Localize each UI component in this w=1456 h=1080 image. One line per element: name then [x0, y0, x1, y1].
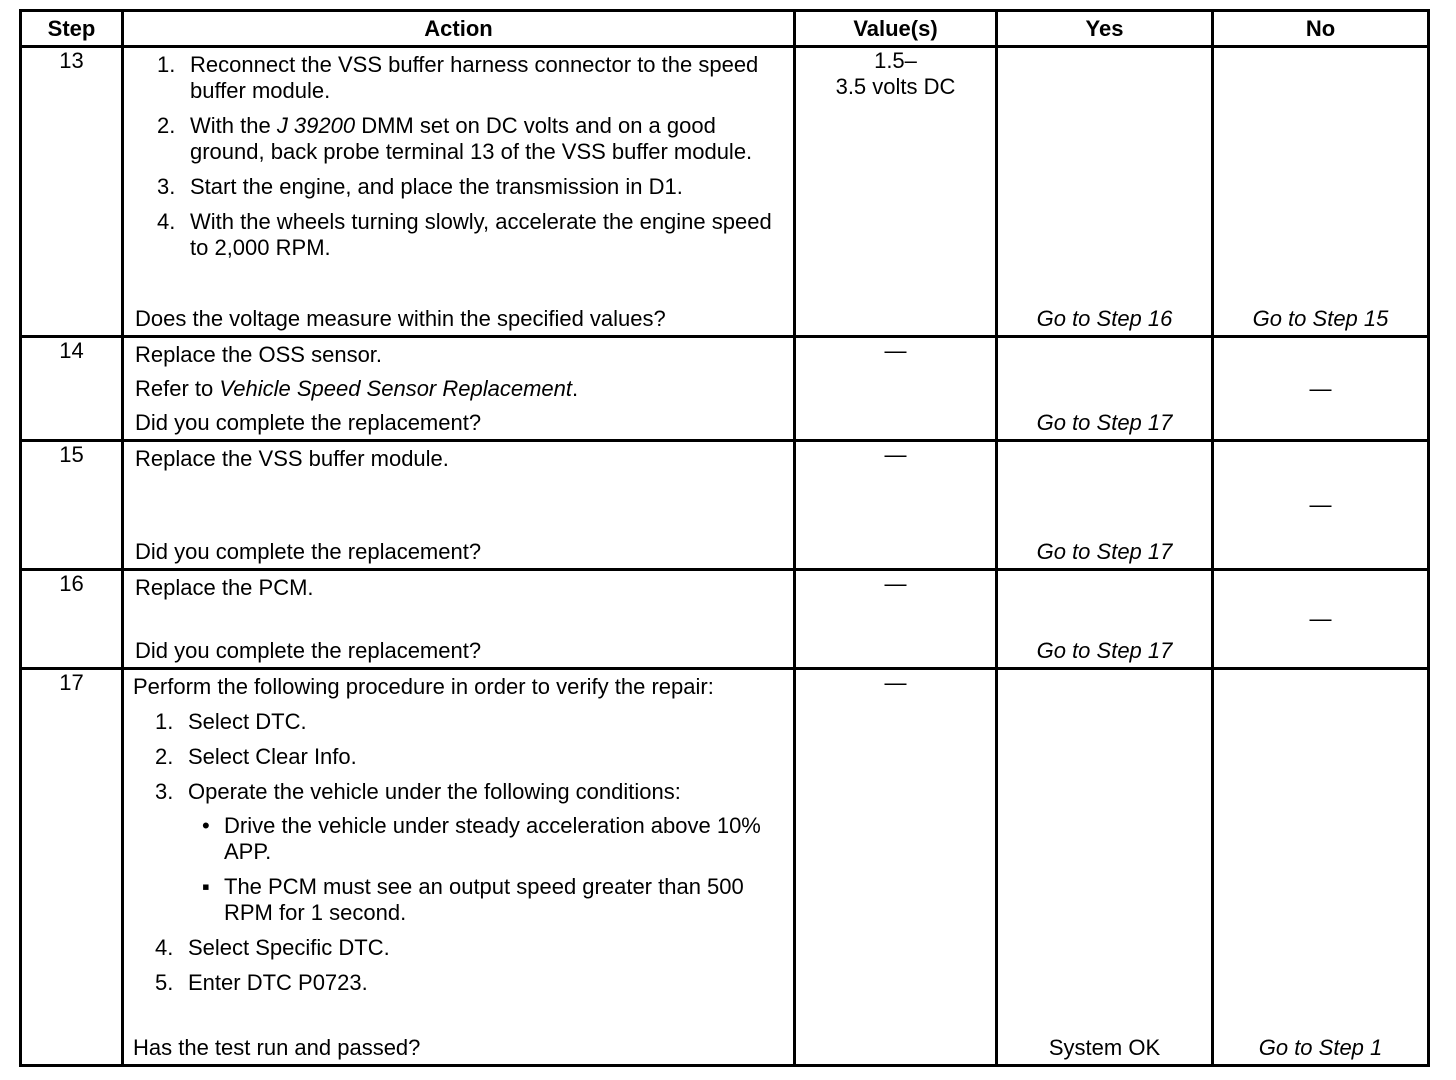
action-cell: Replace the VSS buffer module. Did you complete the replacement?: [123, 441, 795, 570]
question-text: Did you complete the replacement?: [135, 539, 482, 564]
list-item: 1. Select DTC.: [155, 709, 307, 734]
diagnostic-procedure-table: [19, 9, 1430, 1067]
yes-cell: [997, 570, 1213, 669]
header-values: Value(s): [795, 11, 997, 47]
yes-cell: [997, 669, 1213, 1066]
yes-text: System OK: [1048, 1035, 1161, 1060]
no-text: Go to Step 1: [1258, 1035, 1383, 1060]
list-item: 4. Select Specific DTC.: [155, 935, 390, 960]
step-number: 15: [21, 441, 123, 570]
question-text: Has the test run and passed?: [133, 1035, 421, 1060]
question-text: Did you complete the replacement?: [135, 638, 482, 663]
header-no: No: [1213, 11, 1429, 47]
list-item: 2. Select Clear Info.: [155, 744, 357, 769]
header-yes: Yes: [997, 11, 1213, 47]
condition-bullets: [188, 813, 777, 926]
step-number: 17: [21, 669, 123, 1066]
no-cell: [1213, 441, 1429, 570]
action-cell: Replace the OSS sensor. Refer to Vehicle Speed Sensor Replacement. Did you complete the replacement?: [123, 337, 795, 441]
list-item: 2. With the J 39200 DMM set on DC volts and on a good ground, back probe terminal 13 of the VSS buffer module.: [157, 113, 753, 164]
no-cell: [1213, 669, 1429, 1066]
table-row: [21, 337, 1429, 441]
no-text: —: [1309, 492, 1332, 517]
step-number: 13: [21, 47, 123, 337]
list-item: 4. With the wheels turning slowly, accelerate the engine speed to 2,000 RPM.: [157, 209, 772, 260]
intro-text: Perform the following procedure in order to verify the repair:: [133, 674, 714, 699]
question-text: Does the voltage measure within the specified values?: [135, 306, 666, 331]
tool-reference: J 39200: [276, 113, 356, 138]
yes-text: Go to Step 17: [1036, 410, 1173, 435]
value-cell: —: [795, 337, 997, 441]
header-step: Step: [21, 11, 123, 47]
list-item: 5. Enter DTC P0723.: [155, 970, 368, 995]
step-number: 16: [21, 570, 123, 669]
yes-cell: [997, 441, 1213, 570]
question-text: Did you complete the replacement?: [135, 410, 482, 435]
yes-cell: [997, 47, 1213, 337]
no-cell: [1213, 47, 1429, 337]
header-row: [21, 11, 1429, 47]
list-item: 3. Operate the vehicle under the following conditions: • Drive the vehicle under steady acceleration above 10% APP. ▪ The PCM must see an output speed greater than 500 RPM for 1 second.: [133, 779, 777, 926]
no-cell: [1213, 570, 1429, 669]
yes-text: Go to Step 17: [1036, 638, 1173, 663]
yes-text: Go to Step 17: [1036, 539, 1173, 564]
list-item: 1. Reconnect the VSS buffer harness connector to the speed buffer module.: [157, 52, 759, 103]
value-cell: —: [795, 570, 997, 669]
value-cell: —: [795, 441, 997, 570]
list-item: ▪ The PCM must see an output speed greater than 500 RPM for 1 second.: [202, 874, 744, 925]
action-cell: Replace the PCM. Did you complete the replacement?: [123, 570, 795, 669]
list-item: 3. Start the engine, and place the transmission in D1.: [157, 174, 683, 199]
no-text: —: [1309, 606, 1332, 631]
value-cell: —: [795, 669, 997, 1066]
no-text: —: [1309, 375, 1332, 401]
yes-cell: [997, 337, 1213, 441]
value-cell: 1.5– 3.5 volts DC: [795, 47, 997, 337]
table-row: [21, 669, 1429, 1066]
header-action: Action: [123, 11, 795, 47]
numbered-steps: [133, 709, 777, 996]
action-cell: [123, 669, 795, 1066]
list-item: • Drive the vehicle under steady acceleration above 10% APP.: [202, 813, 761, 864]
yes-text: Go to Step 16: [1036, 306, 1173, 331]
numbered-steps: [135, 52, 777, 261]
action-cell: [123, 47, 795, 337]
table-row: [21, 441, 1429, 570]
no-cell: [1213, 337, 1429, 441]
reference-link-text: Vehicle Speed Sensor Replacement: [219, 376, 572, 401]
table-row: [21, 47, 1429, 337]
no-text: Go to Step 15: [1252, 306, 1389, 331]
table-row: [21, 570, 1429, 669]
step-number: 14: [21, 337, 123, 441]
